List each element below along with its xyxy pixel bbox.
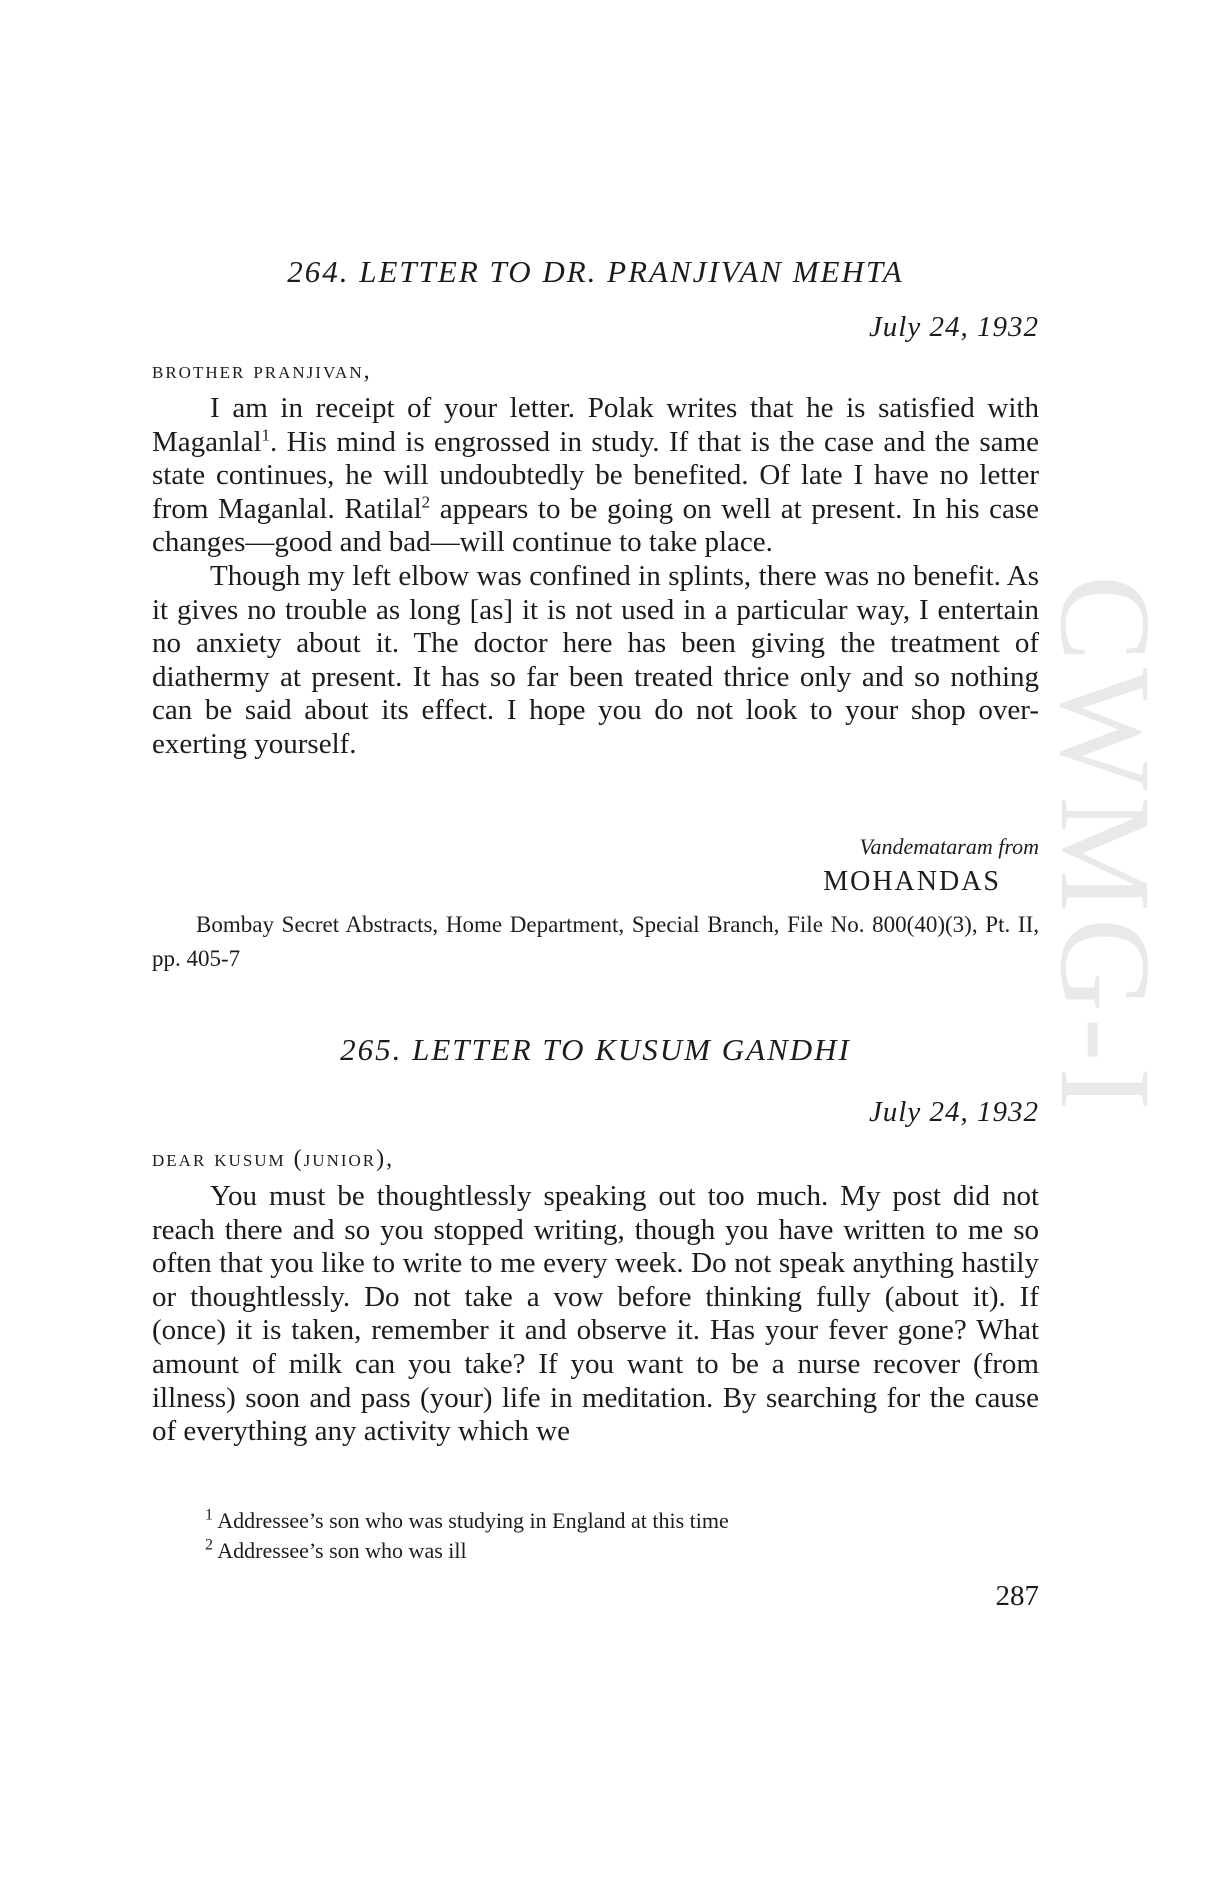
footnote-mark: 1 [205, 1506, 213, 1524]
paragraph-text: I am in receipt of your letter. Polak writes that he is satisfied with Maganlal [152, 392, 1039, 458]
letter-264-salutation: brother pranjivan, [152, 358, 372, 384]
footnote-ref-2: 2 [421, 492, 431, 512]
footnote-2 [205, 1536, 729, 1566]
closing: Vandemataram from [859, 834, 1039, 859]
signature: MOHANDAS [823, 866, 1001, 897]
letter-265-salutation: dear kusum (junior), [152, 1146, 395, 1172]
page-number: 287 [995, 1580, 1039, 1612]
footnote-ref-1: 1 [261, 424, 271, 444]
letter-264-paragraph-1 [152, 392, 1039, 560]
letter-265-date: July 24, 1932 [868, 1096, 1039, 1128]
footnote-mark: 2 [205, 1536, 213, 1554]
letter-264-title: 264. LETTER TO DR. PRANJIVAN MEHTA [287, 254, 904, 289]
source-citation: Bombay Secret Abstracts, Home Department, Special Branch, File No. 800(40)(3), Pt. II, pp. 405-7 [152, 912, 1039, 971]
footnote-text: Addressee’s son who was studying in England at this time [217, 1508, 729, 1533]
letter-265-paragraph-1: You must be thoughtlessly speaking out too much. My post did not reach there and so you stopped writing, though you have written to me so often that you like to write to me every week. Do not speak anything hastily or thoughtlessly. Do not take a vow before thinking fully (about it). If (once) it is taken, remember it and observe it. Has your fever gone? What amount of milk can you take? If you want to be a nurse recover (from illness) soon and pass (your) life in meditation. By searching for the cause of everything any activity which we [152, 1180, 1039, 1448]
footnote-text: Addressee’s son who was ill [217, 1538, 467, 1563]
letter-265-body [152, 1180, 1039, 1449]
letter-264-body [152, 392, 1039, 762]
letter-264-source [152, 908, 1039, 976]
watermark: CWMG-I [1033, 575, 1177, 1117]
footnotes [205, 1506, 729, 1566]
footnote-1 [205, 1506, 729, 1536]
paragraph-text: . His mind is engrossed in study. If that is the case and the same state continues, he will undoubtedly be benefited. Of late I have no letter from Maganlal. Ratilal [152, 425, 1039, 525]
paragraph-text: appears to be going on well at present. In his case changes—good and bad—will continue to take place. [152, 492, 1040, 559]
letter-264-date: July 24, 1932 [868, 311, 1039, 343]
letter-264-paragraph-2: Though my left elbow was confined in splints, there was no benefit. As it gives no trouble as long [as] it is not used in a particular way, I entertain no anxiety about it. The doctor here has been giving the treatment of diathermy at present. It has so far been treated thrice only and so nothing can be said about its effect. I hope you do not look to your shop over-exerting yourself. [152, 559, 1039, 760]
letter-265-title: 265. LETTER TO KUSUM GANDHI [340, 1032, 851, 1067]
